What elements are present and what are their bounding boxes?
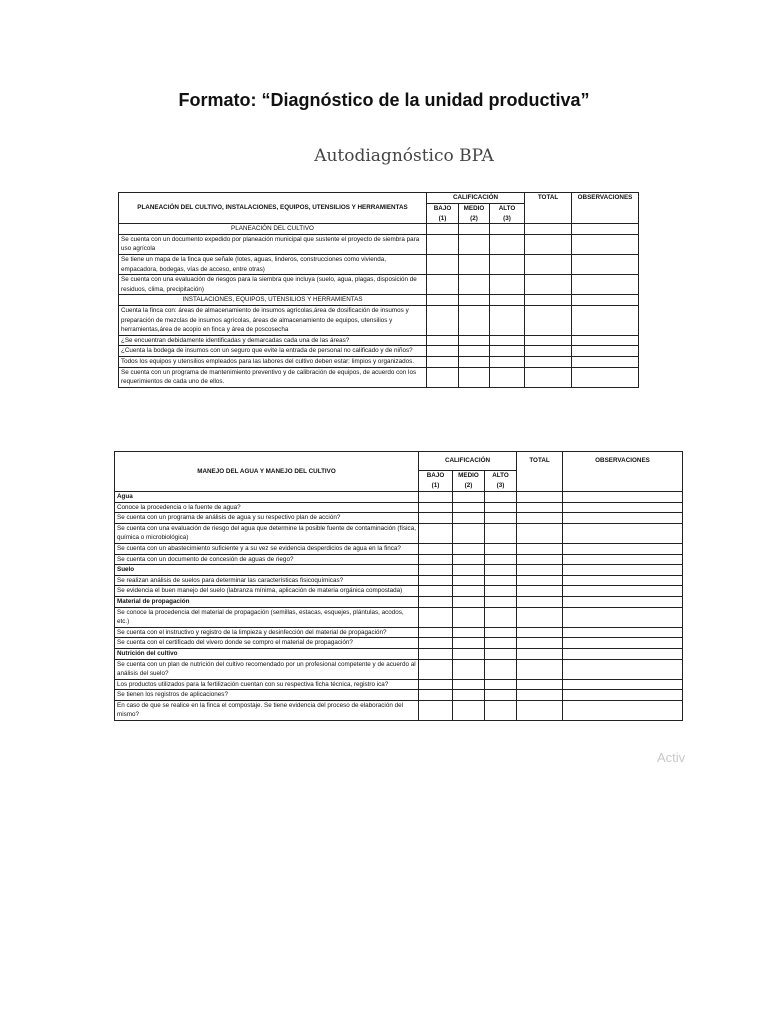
score-cell[interactable]: [419, 502, 453, 513]
table2-medio-header: [453, 471, 485, 492]
score-cell[interactable]: [459, 234, 490, 254]
score-cell[interactable]: [453, 659, 485, 679]
score-cell[interactable]: [490, 254, 525, 274]
medio-label: MEDIO: [463, 205, 485, 212]
table-row: [119, 305, 639, 335]
score-cell[interactable]: [517, 607, 563, 627]
score-cell[interactable]: [563, 648, 683, 659]
score-cell[interactable]: [427, 356, 459, 367]
score-cell[interactable]: [485, 586, 517, 597]
table-row: [115, 513, 683, 524]
question-text: Se tiene un mapa de la finca que señale (lotes, aguas, linderos, construcciones como vivienda, empacadora, bodegas, vías de acceso, entre otras): [119, 254, 427, 274]
score-cell[interactable]: [427, 224, 459, 235]
question-text: Se cuenta con una evaluación de riesgos para la siembra que incluya (suelo, agua, plagas, disposición de residuos, clima, precipitación): [119, 275, 427, 295]
score-cell[interactable]: [427, 234, 459, 254]
score-cell[interactable]: [453, 502, 485, 513]
question-text: Se cuenta con un documento expedido por planeación municipal que sustente el proyecto de siembra para uso agrícola: [119, 234, 427, 254]
score-cell[interactable]: [563, 543, 683, 554]
table-row: [119, 275, 639, 295]
score-cell[interactable]: [459, 254, 490, 274]
score-cell[interactable]: [419, 565, 453, 576]
category-heading: Suelo: [115, 565, 419, 576]
table-row: [115, 554, 683, 565]
bajo-label: BAJO: [433, 205, 452, 212]
score-cell[interactable]: [419, 700, 453, 720]
score-cell[interactable]: [517, 523, 563, 543]
table-row: [115, 502, 683, 513]
score-cell[interactable]: [563, 586, 683, 597]
table2-total-header: TOTAL: [517, 452, 563, 492]
score-cell[interactable]: [517, 502, 563, 513]
score-cell[interactable]: [490, 224, 525, 235]
score-cell[interactable]: [419, 648, 453, 659]
score-cell[interactable]: [453, 575, 485, 586]
alto-label: ALTO: [492, 472, 509, 479]
score-cell[interactable]: [459, 275, 490, 295]
score-cell[interactable]: [453, 554, 485, 565]
score-cell[interactable]: [419, 679, 453, 690]
table1-main-header: PLANEACIÓN DEL CULTIVO, INSTALACIONES, EQUIPOS, UTENSILIOS Y HERRAMIENTAS: [119, 193, 427, 224]
score-cell[interactable]: [517, 543, 563, 554]
score-cell[interactable]: [525, 275, 572, 295]
score-cell[interactable]: [517, 575, 563, 586]
score-cell[interactable]: [563, 554, 683, 565]
question-text: Se cuenta con un programa de análisis de agua y su respectivo plan de acción?: [115, 513, 419, 524]
score-cell[interactable]: [525, 335, 572, 346]
score-cell[interactable]: [525, 346, 572, 357]
score-cell[interactable]: [563, 523, 683, 543]
bajo-label: BAJO: [426, 472, 445, 479]
score-cell[interactable]: [419, 638, 453, 649]
score-cell[interactable]: [517, 586, 563, 597]
score-cell[interactable]: [517, 638, 563, 649]
score-cell[interactable]: [572, 234, 639, 254]
table-row: [115, 679, 683, 690]
table-row: [115, 690, 683, 701]
score-cell[interactable]: [572, 346, 639, 357]
score-cell[interactable]: [525, 234, 572, 254]
table2-observaciones-header: OBSERVACIONES: [563, 452, 683, 492]
score-cell[interactable]: [563, 502, 683, 513]
score-cell[interactable]: [563, 638, 683, 649]
table-row: [115, 596, 683, 607]
score-cell[interactable]: [427, 367, 459, 387]
question-text: Todos los equipos y utensilios empleados para las labores del cultivo deben estar: limpios y organizados.: [119, 356, 427, 367]
score-cell[interactable]: [453, 700, 485, 720]
score-cell[interactable]: [517, 679, 563, 690]
score-cell[interactable]: [517, 690, 563, 701]
score-cell[interactable]: [525, 305, 572, 335]
score-cell[interactable]: [490, 367, 525, 387]
score-cell[interactable]: [572, 224, 639, 235]
score-cell[interactable]: [427, 254, 459, 274]
score-cell[interactable]: [419, 659, 453, 679]
score-cell[interactable]: [459, 367, 490, 387]
table-row: [115, 659, 683, 679]
score-cell[interactable]: [563, 690, 683, 701]
table-row: [119, 254, 639, 274]
planning-checklist-table: [118, 192, 639, 388]
score-cell[interactable]: [490, 295, 525, 306]
score-cell[interactable]: [517, 492, 563, 503]
question-text: Se cuenta con el certificado del vivero donde se compro el material de propagación?: [115, 638, 419, 649]
score-cell[interactable]: [419, 586, 453, 597]
score-cell[interactable]: [419, 523, 453, 543]
score-cell[interactable]: [563, 492, 683, 503]
score-cell[interactable]: [525, 224, 572, 235]
score-cell[interactable]: [453, 638, 485, 649]
question-text: Se realizan análisis de suelos para determinar las características fisicoquímicas?: [115, 575, 419, 586]
score-cell[interactable]: [517, 648, 563, 659]
score-cell[interactable]: [419, 543, 453, 554]
category-heading: Nutrición del cultivo: [115, 648, 419, 659]
score-cell[interactable]: [485, 648, 517, 659]
score-cell[interactable]: [490, 305, 525, 335]
score-cell[interactable]: [459, 356, 490, 367]
table-row: [115, 575, 683, 586]
alto-label: ALTO: [498, 205, 516, 212]
table1-medio-header: [459, 204, 490, 224]
score-cell[interactable]: [485, 700, 517, 720]
question-text: Conoce la procedencia o la fuente de agua?: [115, 502, 419, 513]
table-row: [115, 700, 683, 720]
question-text: Se cuenta con un documento de concesión de aguas de riego?: [115, 554, 419, 565]
score-cell[interactable]: [453, 627, 485, 638]
score-cell[interactable]: [453, 679, 485, 690]
score-cell[interactable]: [572, 356, 639, 367]
score-cell[interactable]: [427, 346, 459, 357]
score-cell[interactable]: [563, 679, 683, 690]
medio-num: (2): [470, 214, 478, 222]
table2-bajo-header: [419, 471, 453, 492]
score-cell[interactable]: [419, 627, 453, 638]
question-text: ¿Cuenta la bodega de insumos con un seguro que evite la entrada de personal no calificado y de niños?: [119, 346, 427, 357]
score-cell[interactable]: [453, 607, 485, 627]
score-cell[interactable]: [517, 565, 563, 576]
score-cell[interactable]: [459, 335, 490, 346]
medio-num: (2): [464, 482, 473, 489]
score-cell[interactable]: [459, 305, 490, 335]
score-cell[interactable]: [459, 346, 490, 357]
section-title: INSTALACIONES, EQUIPOS, UTENSILIOS Y HERRAMIENTAS: [119, 295, 427, 306]
score-cell[interactable]: [525, 356, 572, 367]
score-cell[interactable]: [427, 305, 459, 335]
table-row: [115, 648, 683, 659]
score-cell[interactable]: [572, 254, 639, 274]
score-cell[interactable]: [485, 523, 517, 543]
section-title: PLANEACIÓN DEL CULTIVO: [119, 224, 427, 235]
score-cell[interactable]: [563, 513, 683, 524]
score-cell[interactable]: [572, 335, 639, 346]
score-cell[interactable]: [453, 690, 485, 701]
score-cell[interactable]: [459, 224, 490, 235]
score-cell[interactable]: [517, 627, 563, 638]
score-cell[interactable]: [572, 295, 639, 306]
medio-label: MEDIO: [458, 472, 479, 479]
score-cell[interactable]: [563, 627, 683, 638]
score-cell[interactable]: [563, 659, 683, 679]
score-cell[interactable]: [419, 492, 453, 503]
section-row: [119, 224, 639, 235]
score-cell[interactable]: [563, 575, 683, 586]
table1-calificacion-header: CALIFICACIÓN: [427, 193, 525, 204]
score-cell[interactable]: [453, 586, 485, 597]
score-cell[interactable]: [453, 492, 485, 503]
table1-total-header: TOTAL: [525, 193, 572, 224]
question-text: Se cuenta con una evaluación de riesgo del agua que determine la posible fuente de contaminación (física, química o microbiológica): [115, 523, 419, 543]
score-cell[interactable]: [490, 356, 525, 367]
score-cell[interactable]: [572, 275, 639, 295]
table1-alto-header: [490, 204, 525, 224]
score-cell[interactable]: [490, 234, 525, 254]
score-cell[interactable]: [419, 575, 453, 586]
score-cell[interactable]: [427, 335, 459, 346]
score-cell[interactable]: [485, 638, 517, 649]
score-cell[interactable]: [525, 254, 572, 274]
table1-bajo-header: [427, 204, 459, 224]
score-cell[interactable]: [453, 543, 485, 554]
score-cell[interactable]: [419, 513, 453, 524]
score-cell[interactable]: [419, 554, 453, 565]
score-cell[interactable]: [485, 659, 517, 679]
score-cell[interactable]: [453, 648, 485, 659]
water-crop-checklist-table: [114, 451, 683, 721]
score-cell[interactable]: [485, 679, 517, 690]
score-cell[interactable]: [485, 627, 517, 638]
table2-main-header: MANEJO DEL AGUA Y MANEJO DEL CULTIVO: [115, 452, 419, 492]
score-cell[interactable]: [485, 690, 517, 701]
table-row: [115, 586, 683, 597]
section-row: [119, 295, 639, 306]
score-cell[interactable]: [453, 513, 485, 524]
table-row: [119, 234, 639, 254]
category-heading: Agua: [115, 492, 419, 503]
score-cell[interactable]: [485, 554, 517, 565]
activation-watermark: Activ: [657, 750, 686, 765]
score-cell[interactable]: [485, 607, 517, 627]
score-cell[interactable]: [453, 565, 485, 576]
question-text: Se evidencia el buen manejo del suelo (labranza mínima, aplicación de materia orgánica compostada): [115, 586, 419, 597]
score-cell[interactable]: [572, 305, 639, 335]
question-text: Cuenta la finca con: áreas de almacenamiento de insumos agrícolas,área de dosificación de insumos y preparación de mezclas de insumos agrícolas, áreas de almacenamiento de equipos, utensilios y herramientas,área de acopio en finca y área de poscosecha: [119, 305, 427, 335]
table-row: [115, 565, 683, 576]
question-text: Se cuenta con un plan de nutrición del cultivo recomendado por un profesional competente y de acuerdo al análisis del suelo?: [115, 659, 419, 679]
table-row: [115, 523, 683, 543]
question-text: Se cuenta con el instructivo y registro de la limpieza y desinfección del material de propagación?: [115, 627, 419, 638]
score-cell[interactable]: [485, 492, 517, 503]
form-subtitle: Autodiagnóstico BPA: [314, 146, 494, 166]
score-cell[interactable]: [419, 690, 453, 701]
score-cell[interactable]: [453, 523, 485, 543]
score-cell[interactable]: [485, 596, 517, 607]
score-cell[interactable]: [563, 596, 683, 607]
document-title: Formato: “Diagnóstico de la unidad productiva”: [178, 90, 590, 110]
table-row: [119, 367, 639, 387]
score-cell[interactable]: [459, 295, 490, 306]
question-text: Se tienen los registros de aplicaciones?: [115, 690, 419, 701]
score-cell[interactable]: [453, 596, 485, 607]
question-text: Se cuenta con un programa de mantenimiento preventivo y de calibración de equipos, de acuerdo con los requerimientos de cada uno de ellos.: [119, 367, 427, 387]
score-cell[interactable]: [485, 575, 517, 586]
question-text: ¿Se encuentran debidamente identificadas y demarcadas cada una de las áreas?: [119, 335, 427, 346]
score-cell[interactable]: [563, 607, 683, 627]
table1-observaciones-header: OBSERVACIONES: [572, 193, 639, 224]
score-cell[interactable]: [517, 700, 563, 720]
bajo-num: (1): [431, 482, 440, 489]
score-cell[interactable]: [517, 554, 563, 565]
score-cell[interactable]: [427, 275, 459, 295]
question-text: Los productos utilizados para la fertilización cuentan con su respectiva ficha técnica, registro ica?: [115, 679, 419, 690]
table-row: [115, 627, 683, 638]
table-row: [115, 607, 683, 627]
score-cell[interactable]: [517, 513, 563, 524]
table-row: [119, 346, 639, 357]
alto-num: (3): [496, 482, 505, 489]
score-cell[interactable]: [485, 513, 517, 524]
score-cell[interactable]: [490, 275, 525, 295]
score-cell[interactable]: [572, 367, 639, 387]
score-cell[interactable]: [490, 346, 525, 357]
table-row: [115, 638, 683, 649]
question-text: Se conoce la procedencia del material de propagación (semillas, estacas, esquejes, plántulas, acodos, etc.): [115, 607, 419, 627]
question-text: En caso de que se realice en la finca el compostaje. Se tiene evidencia del proceso de elaboración del mismo?: [115, 700, 419, 720]
score-cell[interactable]: [485, 543, 517, 554]
score-cell[interactable]: [517, 596, 563, 607]
score-cell[interactable]: [563, 700, 683, 720]
score-cell[interactable]: [517, 659, 563, 679]
score-cell[interactable]: [563, 565, 683, 576]
table2-alto-header: [485, 471, 517, 492]
alto-num: (3): [503, 214, 511, 222]
table-row: [119, 356, 639, 367]
score-cell[interactable]: [427, 295, 459, 306]
score-cell[interactable]: [419, 607, 453, 627]
score-cell[interactable]: [525, 367, 572, 387]
table-row: [119, 335, 639, 346]
table2-calificacion-header: CALIFICACIÓN: [419, 452, 517, 471]
score-cell[interactable]: [419, 596, 453, 607]
table-row: [115, 492, 683, 503]
score-cell[interactable]: [485, 502, 517, 513]
score-cell[interactable]: [490, 335, 525, 346]
score-cell[interactable]: [525, 295, 572, 306]
question-text: Se cuenta con un abastecimiento suficiente y a su vez se evidencia desperdicios de agua en la finca?: [115, 543, 419, 554]
category-heading: Material de propagación: [115, 596, 419, 607]
table-row: [115, 543, 683, 554]
bajo-num: (1): [438, 214, 447, 222]
score-cell[interactable]: [485, 565, 517, 576]
